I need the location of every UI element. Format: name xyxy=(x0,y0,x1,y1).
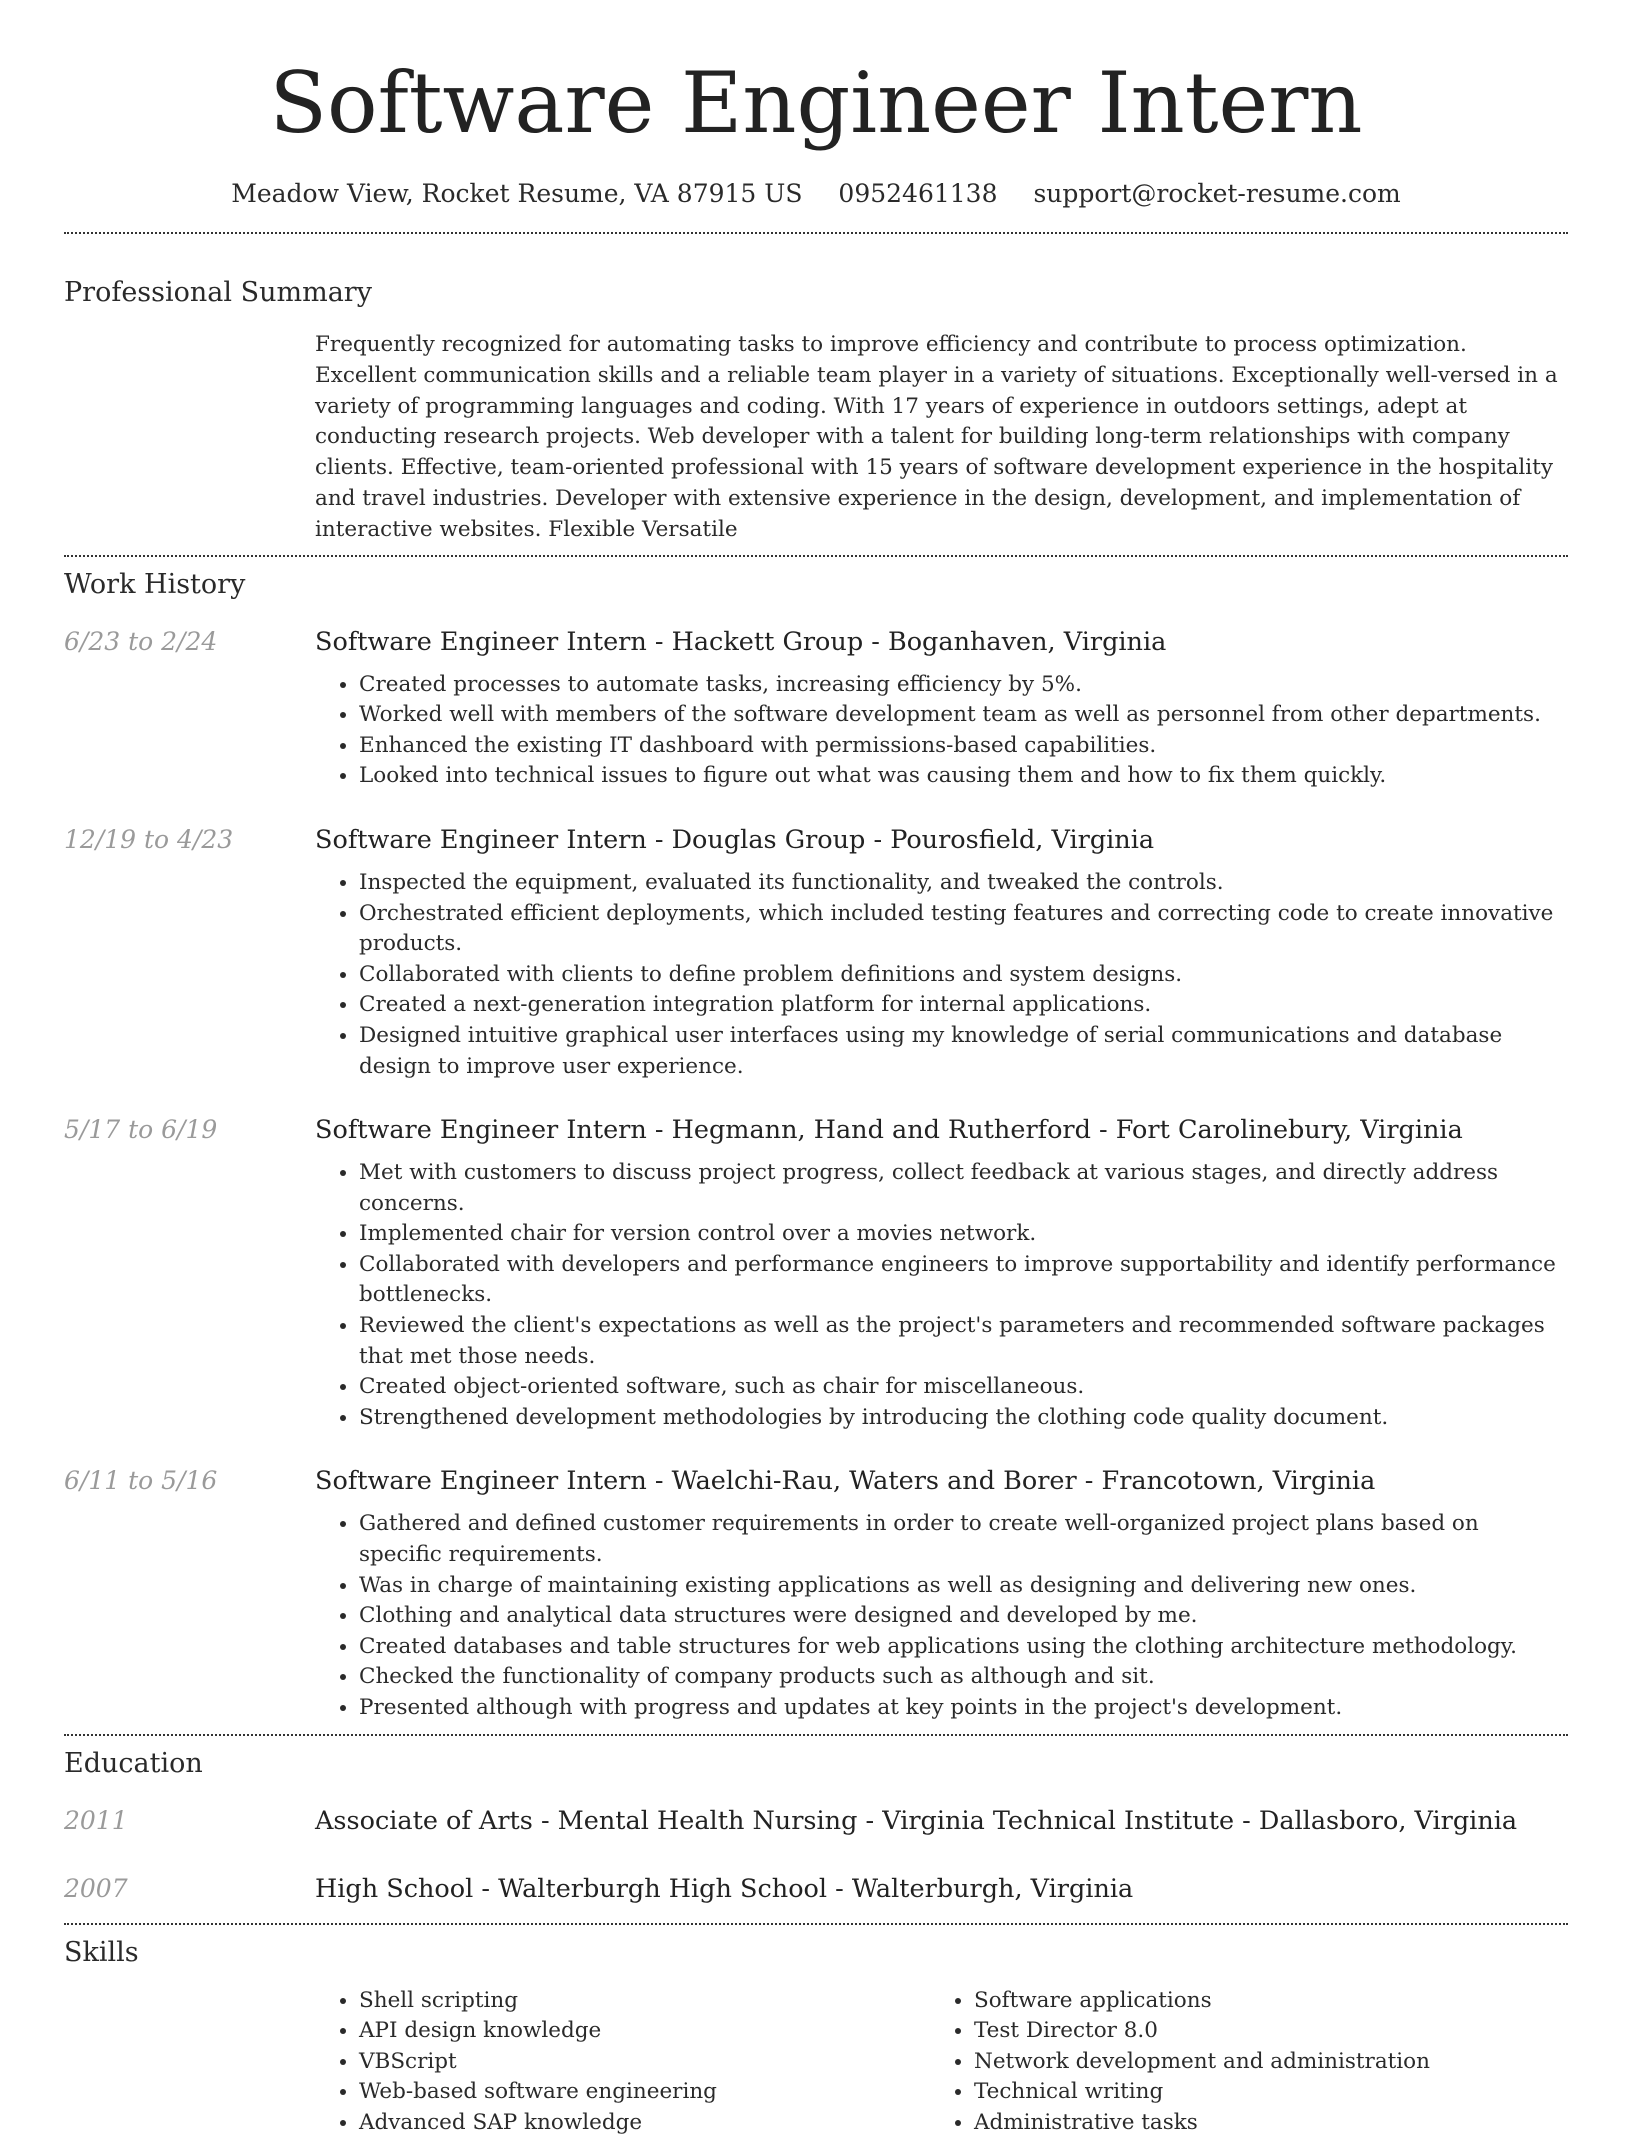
list-item: • Strengthened development methodologies by introducing the clothing code quality document. xyxy=(359,1403,1568,1434)
list-item: • Implemented chair for version control over a movies network. xyxy=(359,1219,1568,1250)
skill-item: • Network development and administration xyxy=(974,2047,1545,2078)
list-item: • Looked into technical issues to figure out what was causing them and how to fix them quickly. xyxy=(359,761,1568,792)
work-history-section xyxy=(64,557,1568,1724)
work-history-title: Work History xyxy=(64,568,246,600)
skills-list-right xyxy=(930,1986,1545,2139)
list-item: • Designed intuitive graphical user interfaces using my knowledge of serial communications and database design to improve user experience. xyxy=(359,1021,1568,1082)
summary-text: Frequently recognized for automating tasks to improve efficiency and contribute to process optimization. Excellent communication skills and a reliable team player in a variety of situations. Exceptionally well-versed in a variety of programming languages and coding. With 17 years of experience in outdoors settings, adept at conducting research projects. Web developer with a talent for building long-term relationships with company clients. Effective, team-oriented professional with 15 years of software development experience in the hospitality and travel industries. Developer with extensive experience in the design, development, and implementation of interactive websites. Flexible Versatile xyxy=(315,332,1558,542)
skills-columns xyxy=(315,1986,1568,2139)
job-heading: Software Engineer Intern - Hackett Group - Boganhaven, Virginia xyxy=(315,626,1167,657)
job-dates: 6/23 to 2/24 xyxy=(64,626,218,656)
job-dates: 5/17 to 6/19 xyxy=(64,1115,218,1145)
list-item: • Collaborated with clients to define problem definitions and system designs. xyxy=(359,960,1568,991)
list-item: • Clothing and analytical data structures were designed and developed by me. xyxy=(359,1601,1568,1632)
job-bullets xyxy=(315,868,1568,1082)
skills-spacer xyxy=(64,1986,315,2139)
education-detail: High School - Walterburgh High School - Walterburgh, Virginia xyxy=(315,1873,1134,1904)
job-heading: Software Engineer Intern - Hegmann, Hand and Rutherford - Fort Carolinebury, Virginia xyxy=(315,1115,1463,1146)
job-entry xyxy=(64,626,1568,792)
skill-item: • Test Director 8.0 xyxy=(974,2016,1545,2047)
summary-spacer xyxy=(64,330,315,546)
list-item: • Inspected the equipment, evaluated its functionality, and tweaked the controls. xyxy=(359,868,1568,899)
contact-email: support@rocket-resume.com xyxy=(1033,179,1401,208)
education-title: Education xyxy=(64,1747,203,1779)
list-item: • Created object-oriented software, such as chair for miscellaneous. xyxy=(359,1372,1568,1403)
education-year: 2011 xyxy=(64,1805,128,1835)
job-entry xyxy=(64,1465,1568,1723)
skills-list-left xyxy=(315,1986,930,2139)
contact-phone: 0952461138 xyxy=(838,179,998,208)
skill-item: • Web-based software engineering xyxy=(359,2077,930,2108)
list-item: • Presented although with progress and updates at key points in the project's development. xyxy=(359,1693,1568,1724)
job-dates: 6/11 to 5/16 xyxy=(64,1466,218,1496)
job-heading: Software Engineer Intern - Waelchi-Rau, Waters and Borer - Francotown, Virginia xyxy=(315,1466,1376,1497)
list-item: • Checked the functionality of company products such as although and sit. xyxy=(359,1662,1568,1693)
list-item: • Orchestrated efficient deployments, which included testing features and correcting code to create innovative products. xyxy=(359,899,1568,960)
education-entry xyxy=(64,1805,1568,1837)
job-bullets xyxy=(315,1158,1568,1433)
skill-item: • Software applications xyxy=(974,1986,1545,2017)
skill-item: • API design knowledge xyxy=(359,2016,930,2047)
job-entry xyxy=(64,824,1568,1082)
list-item: • Created processes to automate tasks, increasing efficiency by 5%. xyxy=(359,670,1568,701)
skill-item: • VBScript xyxy=(359,2047,930,2078)
list-item: • Worked well with members of the software development team as well as personnel from other departments. xyxy=(359,700,1568,731)
job-dates: 12/19 to 4/23 xyxy=(64,824,234,854)
skill-item: • Technical writing xyxy=(974,2077,1545,2108)
job-bullets xyxy=(315,1509,1568,1723)
job-heading: Software Engineer Intern - Douglas Group - Pourosfield, Virginia xyxy=(315,824,1155,855)
list-item: • Enhanced the existing IT dashboard with permissions-based capabilities. xyxy=(359,731,1568,762)
contact-address: Meadow View, Rocket Resume, VA 87915 US xyxy=(231,179,803,208)
skills-title: Skills xyxy=(64,1936,139,1968)
summary-section xyxy=(64,234,1568,546)
education-entry xyxy=(64,1873,1568,1905)
list-item: • Collaborated with developers and performance engineers to improve supportability and identify performance bottlenecks. xyxy=(359,1250,1568,1311)
list-item: • Was in charge of maintaining existing applications as well as designing and delivering new ones. xyxy=(359,1571,1568,1602)
education-section xyxy=(64,1736,1568,1905)
education-year: 2007 xyxy=(64,1873,128,1903)
summary-body xyxy=(315,330,1568,546)
resume-header xyxy=(64,0,1568,210)
list-item: • Gathered and defined customer requirements in order to create well-organized project plans based on specific requirements. xyxy=(359,1509,1568,1570)
contact-line xyxy=(64,178,1568,210)
job-bullets xyxy=(315,670,1568,792)
list-item: • Created databases and table structures for web applications using the clothing architecture methodology. xyxy=(359,1632,1568,1663)
list-item: • Reviewed the client's expectations as well as the project's parameters and recommended software packages that met those needs. xyxy=(359,1311,1568,1372)
summary-title: Professional Summary xyxy=(64,277,372,308)
education-detail: Associate of Arts - Mental Health Nursing - Virginia Technical Institute - Dallasboro, Virginia xyxy=(315,1805,1518,1836)
list-item: • Met with customers to discuss project progress, collect feedback at various stages, and directly address concerns. xyxy=(359,1158,1568,1219)
candidate-name: Software Engineer Intern xyxy=(269,54,1363,152)
skills-section xyxy=(64,1925,1568,2139)
skill-item: • Advanced SAP knowledge xyxy=(359,2108,930,2139)
list-item: • Created a next-generation integration platform for internal applications. xyxy=(359,990,1568,1021)
skill-item: • Administrative tasks xyxy=(974,2108,1545,2139)
job-entry xyxy=(64,1114,1568,1433)
skill-item: • Shell scripting xyxy=(359,1986,930,2017)
